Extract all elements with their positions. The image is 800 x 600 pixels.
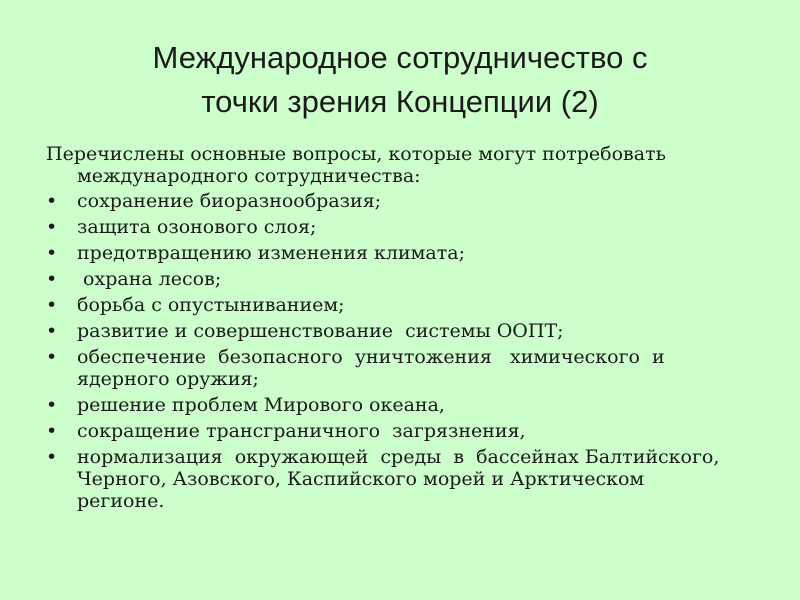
- intro-text: Перечислены основные вопросы, которые могут потребовать международного сотрудничества:: [46, 143, 666, 187]
- list-item-text: нормализация окружающей среды в бассейнах Балтийского, Черного, Азовского, Каспийского морей и Арктическом регионе.: [77, 446, 732, 512]
- bullet-icon: •: [46, 242, 58, 264]
- bullet-icon: •: [46, 420, 58, 442]
- bullet-icon: •: [46, 320, 58, 342]
- bullet-icon: •: [46, 346, 58, 368]
- list-item-text: защита озонового слоя;: [77, 216, 317, 238]
- list-item-text: охрана лесов;: [77, 268, 222, 290]
- bullet-icon: •: [46, 446, 58, 468]
- bullet-icon: •: [46, 294, 58, 316]
- list-item: [46, 294, 736, 316]
- list-item: [46, 242, 736, 264]
- list-item-text: обеспечение безопасного уничтожения химического и ядерного оружия;: [77, 346, 671, 390]
- list-item: [46, 190, 736, 212]
- list-item: [46, 446, 736, 512]
- list-item-text: борьба с опустыниванием;: [77, 294, 345, 316]
- list-item-text: сокращение трансграничного загрязнения,: [77, 420, 526, 442]
- list-item: [46, 320, 736, 342]
- bullet-icon: •: [46, 216, 58, 238]
- list-item: [46, 420, 736, 442]
- list-item: [46, 216, 736, 238]
- bullet-icon: •: [46, 394, 58, 416]
- slide-title: [0, 36, 800, 124]
- slide-content: [46, 143, 736, 516]
- bullet-list: [46, 190, 736, 512]
- bullet-icon: •: [46, 268, 58, 290]
- list-item: [46, 268, 736, 290]
- title-line-1: Международное сотрудничество с: [152, 40, 648, 75]
- list-item-text: решение проблем Мирового океана,: [77, 394, 445, 416]
- bullet-icon: •: [46, 190, 58, 212]
- list-item-text: сохранение биоразнообразия;: [77, 190, 382, 212]
- title-line-2: точки зрения Концепции (2): [201, 84, 599, 119]
- list-item: [46, 394, 736, 416]
- list-item-text: предотвращению изменения климата;: [77, 242, 465, 264]
- list-item-text: развитие и совершенствование системы ООПТ;: [77, 320, 564, 342]
- list-item: [46, 346, 736, 390]
